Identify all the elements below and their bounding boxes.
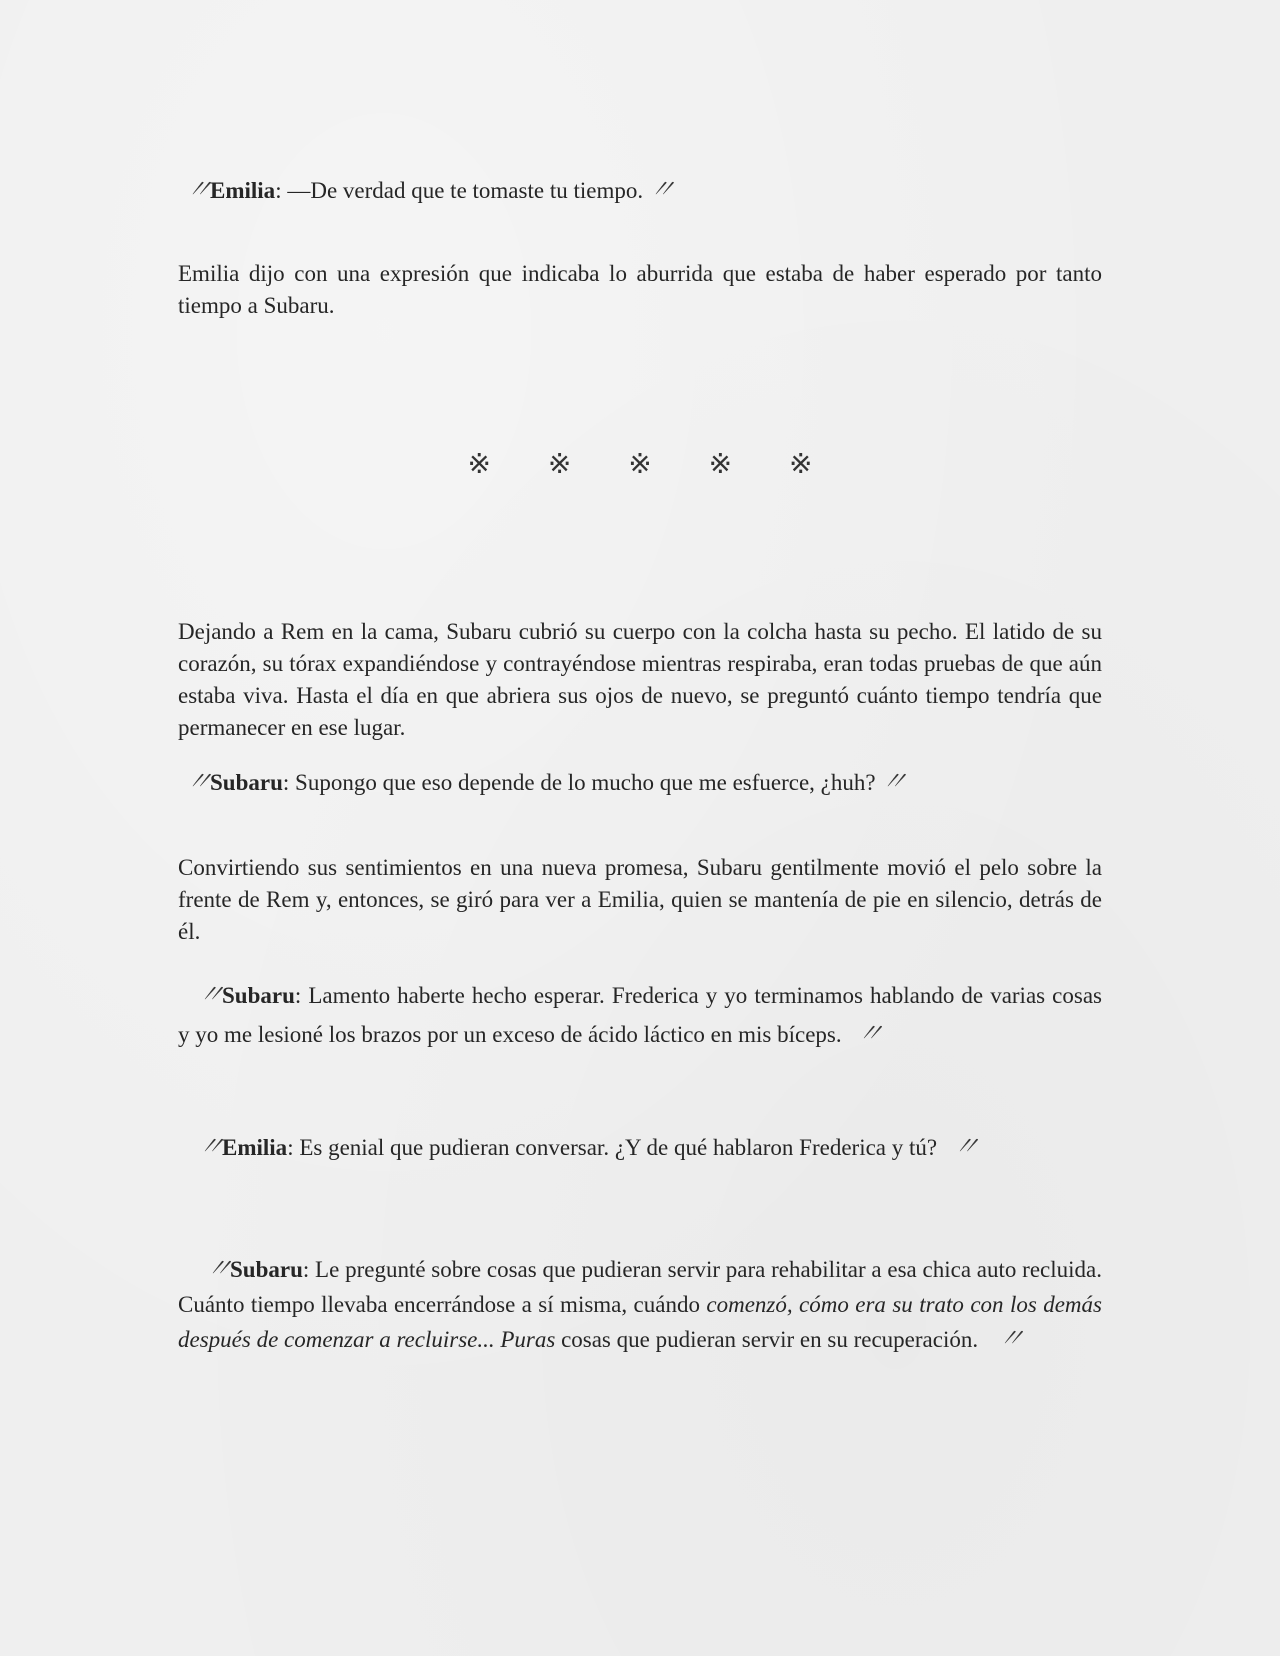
- dialog-line-emilia-1: [182, 174, 1102, 207]
- dialog-line-subaru-3: [178, 1252, 1102, 1357]
- speaker-colon: :: [302, 1257, 310, 1282]
- dialog-text: Le pregunté sobre cosas que pudieran servir para rehabilitar a esa chica auto recluida. Cuánto tiempo llevaba encerrándose a sí misma, cuándo: [178, 1257, 1102, 1317]
- speaker-colon: :: [275, 178, 282, 203]
- speaker-colon: :: [282, 770, 290, 795]
- narration-paragraph: Emilia dijo con una expresión que indicaba lo aburrida que estaba de haber esperado por tanto tiempo a Subaru.: [178, 261, 1102, 318]
- close-quote-mark: 〃: [949, 1132, 981, 1162]
- open-quote-mark: 〃: [182, 175, 214, 205]
- open-quote-mark: 〃: [194, 980, 226, 1010]
- close-quote-mark: 〃: [878, 767, 909, 797]
- narration-paragraph: Dejando a Rem en la cama, Subaru cubrió su cuerpo con la colcha hasta su pecho. El latido de su corazón, su tórax expandiéndose y contrayéndose mientras respiraba, eran todas pruebas de que aún estaba viva. Hasta el día en que abriera sus ojos de nuevo, se preguntó cuánto tiempo tendría que permanecer en ese lugar.: [178, 619, 1102, 740]
- speaker-name: Emilia: [222, 1135, 288, 1160]
- dialog-text: Lamento haberte hecho esperar. Frederica y yo terminamos hablando de varias cosas y yo me lesioné los brazos por un exceso de ácido láctico en mis bíceps.: [178, 983, 1102, 1047]
- close-quote-mark: 〃: [994, 1324, 1026, 1354]
- close-quote-mark: 〃: [854, 1019, 885, 1049]
- speaker-name: Emilia: [210, 178, 276, 203]
- dialog-text: Supongo que eso depende de lo mucho que me esfuerce, ¿huh?: [289, 770, 882, 795]
- speaker-colon: :: [287, 1135, 294, 1160]
- open-quote-mark: 〃: [182, 767, 214, 797]
- dialog-text: Es genial que pudieran conversar. ¿Y de qué hablaron Frederica y tú?: [293, 1135, 943, 1160]
- dialog-text: cosas que pudieran servir en su recuperación.: [555, 1327, 984, 1352]
- speaker-colon: :: [294, 983, 302, 1008]
- dialog-line-subaru-1: [182, 766, 1102, 799]
- scene-separator: ※ ※ ※ ※ ※: [467, 447, 837, 480]
- dialog-text-italic: comenzó, cómo era su trato con los demás después de comenzar a recluirse... Puras: [178, 1292, 1102, 1352]
- close-quote-mark: 〃: [645, 175, 677, 205]
- narration-paragraph: Convirtiendo sus sentimientos en una nueva promesa, Subaru gentilmente movió el pelo sobre la frente de Rem y, entonces, se giró para ver a Emilia, quien se mantenía de pie en silencio, detrás de él.: [178, 855, 1102, 944]
- dialog-text: —De verdad que te tomaste tu tiempo.: [281, 178, 649, 203]
- dialog-line-emilia-2: [178, 1128, 1102, 1167]
- speaker-name: Subaru: [222, 983, 295, 1008]
- speaker-name: Subaru: [210, 770, 283, 795]
- speaker-name: Subaru: [230, 1257, 303, 1282]
- dialog-line-subaru-2: [178, 976, 1102, 1054]
- open-quote-mark: 〃: [194, 1132, 226, 1162]
- open-quote-mark: 〃: [202, 1254, 234, 1284]
